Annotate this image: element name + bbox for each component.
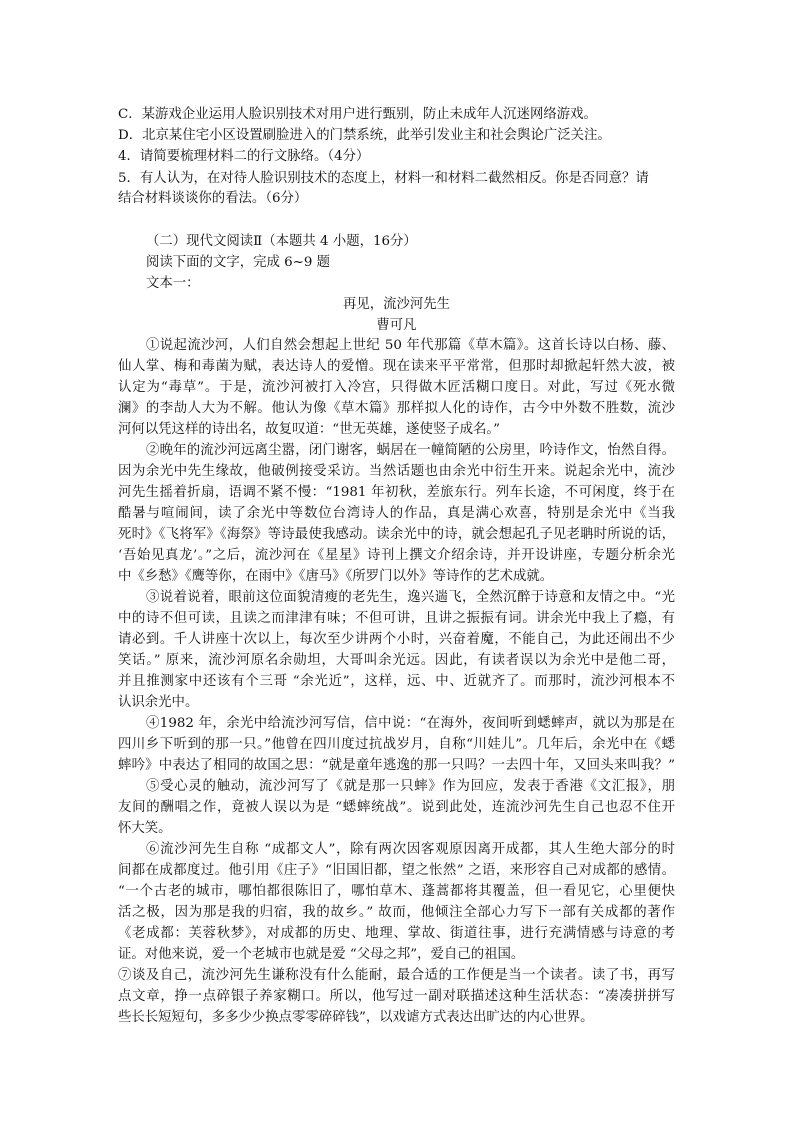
paragraph-2-line: ②晚年的流沙河远离尘嚣，闭门谢客，蜗居在一幢简陋的公房里，吟诗作文，怡然自得。 [146,443,675,458]
paragraph-6-line: ⑥流沙河先生自称 “成都文人”，除有两次因客观原因离开成都，其人生绝大部分的时 [146,842,675,857]
paragraph-1-line: 河何以凭这样的诗出名，故复叹道：“世无英雄，遂使竖子成名。” [118,422,500,437]
paragraph-1-line: 仙人掌、梅和毒菌为赋，表达诗人的爱憎。现在读来平平常常，但那时却掀起轩然大波，被 [118,359,675,374]
paragraph-5-line: 友间的酬唱之作，竟被人误以为是 “蟋蟀统战”。说到此处，连流沙河先生自己也忍不住开 [118,800,675,815]
paragraph-7-line: 点文章，挣一点碎银子养家糊口。所以，他写过一副对联描述这种生活状态：“凑凑拼拼写 [118,989,675,1004]
section-instruction: 阅读下面的文字，完成 6~9 题 [146,255,331,270]
paragraph-4-line: 蟀吟》中表达了相同的故国之思：“就是童年逃逸的那一只吗？一去四十年，又回头来叫我？” [118,758,675,773]
paragraph-5-line: 怀大笑。 [118,821,172,836]
paragraph-3-line: 中的诗不但可读，且读之而津津有味；不但可讲，且讲之振振有词。讲余光中我上了瘾，有 [118,611,675,626]
article-author: 曹可凡 [376,318,417,333]
paragraph-1-line: 认定为“毒草”。于是，流沙河被打入冷宫，只得做木匠活糊口度日。对此，写过《死水微 [118,380,675,395]
paragraph-2-line: 酷暑与喧闹间，读了余光中等数位台湾诗人的作品，真是满心欢喜，特别是余光中《当我 [118,506,675,521]
paragraph-6-line: 活之极，因为那是我的归宿，我的故乡。” 故而，他倾注全部心力写下一部有关成都的著作 [118,905,675,920]
paragraph-4-line: 四川乡下听到的那一只。”他曾在四川度过抗战岁月，自称“川娃儿”。几年后，余光中在《蟋 [118,737,675,752]
paragraph-2-line: 中《乡愁》《鹰等你，在雨中》《唐马》《所罗门以外》等诗作的艺术成就。 [118,569,554,584]
paragraph-6-line: “一个古老的城市，哪怕都很陈旧了，哪怕草木、蓬蒿都将其覆盖，但一看见它，心里便快 [118,884,675,899]
paragraph-3-line: 认识余光中。 [118,695,199,710]
paragraph-1-line: 澜》的李劼人大为不解。他认为像《草木篇》那样拟人化的诗作，古今中外数不胜数，流沙 [118,401,675,416]
paragraph-2-line: 死时》《飞将军》《海祭》等诗最使我感动。读余光中的诗，就会想起孔子见老聃时所说的话， [118,527,675,542]
paragraph-6-line: 《老成都：芙蓉秋梦》，对成都的历史、地理、掌故、街道往事，进行充满情感与诗意的考 [118,926,675,941]
paragraph-2-line: ‘吾始见真龙’。”之后，流沙河在《星星》诗刊上撰文介绍余诗，并开设讲座，专题分析余光 [118,548,675,563]
option-c: C．某游戏企业运用人脸识别技术对用户进行甄别，防止未成年人沉迷网络游戏。 [118,107,597,122]
question-5-line-2: 结合材料谈谈你的看法。（6分） [118,191,308,206]
question-4: 4．请简要梳理材料二的行文脉络。（4分） [118,149,370,164]
option-d: D．北京某住宅小区设置刷脸进入的门禁系统，此举引发业主和社会舆论广泛关注。 [118,128,611,143]
paragraph-3-line: 笑话。” 原来，流沙河原名余勋坦，大哥叫余光远。因此，有读者误以为余光中是他二哥， [118,653,675,668]
article-title: 再见，流沙河先生 [342,297,451,312]
paragraph-7-line: 些长长短短句，多多少少换点零零碎碎钱”，以戏谑方式表达出旷达的内心世界。 [118,1010,594,1025]
paragraph-3-line: ③说着说着，眼前这位面貌清瘦的老先生，逸兴遄飞，全然沉醉于诗意和友情之中。“光 [146,590,675,605]
paragraph-6-line: 间都在成都度过。他引用《庄子》“旧国旧都，望之怅然” 之语，来形容自己对成都的感情。 [118,863,675,878]
paragraph-2-line: 因为余光中先生缘故，他破例接受采访。当然话题也由余光中衍生开来。说起余光中，流沙 [118,464,675,479]
section-heading: （二）现代文阅读Ⅱ（本题共 4 小题，16分） [146,234,417,249]
paragraph-3-line: 并且推测家中还该有个三哥 “余光近”，这样，远、中、近就齐了。而那时，流沙河根本不 [118,674,675,689]
paragraph-1-line: ①说起流沙河，人们自然会想起上世纪 50 年代那篇《草木篇》。这首长诗以白杨、藤、 [146,338,675,353]
text-label: 文本一： [146,276,200,291]
paragraph-3-line: 请必到。千人讲座十次以上，每次至少讲两个小时，兴奋着魔，不能自己，为此还闹出不少 [118,632,675,647]
paragraph-4-line: ④1982 年，余光中给流沙河写信，信中说：“在海外，夜间听到蟋蟀声，就以为那是在 [146,716,675,731]
paragraph-2-line: 河先生摇着折扇，语调不紧不慢：“1981 年初秋，差旅东行。列车长途，不可闲度，终于在 [118,485,675,500]
paragraph-6-line: 证。对他来说，爱一个老城市也就是爱 “父母之邦”，爱自己的祖国。 [118,947,525,962]
paragraph-5-line: ⑤受心灵的触动，流沙河写了《就是那一只蟀》作为回应，发表于香港《文汇报》，朋 [146,779,675,794]
paragraph-7-line: ⑦谈及自己，流沙河先生谦称没有什么能耐，最合适的工作便是当一个读者。读了书，再写 [118,968,675,983]
question-5-line-1: 5．有人认为，在对待人脸识别技术的态度上，材料一和材料二截然相反。你是否同意？请 [118,171,649,186]
